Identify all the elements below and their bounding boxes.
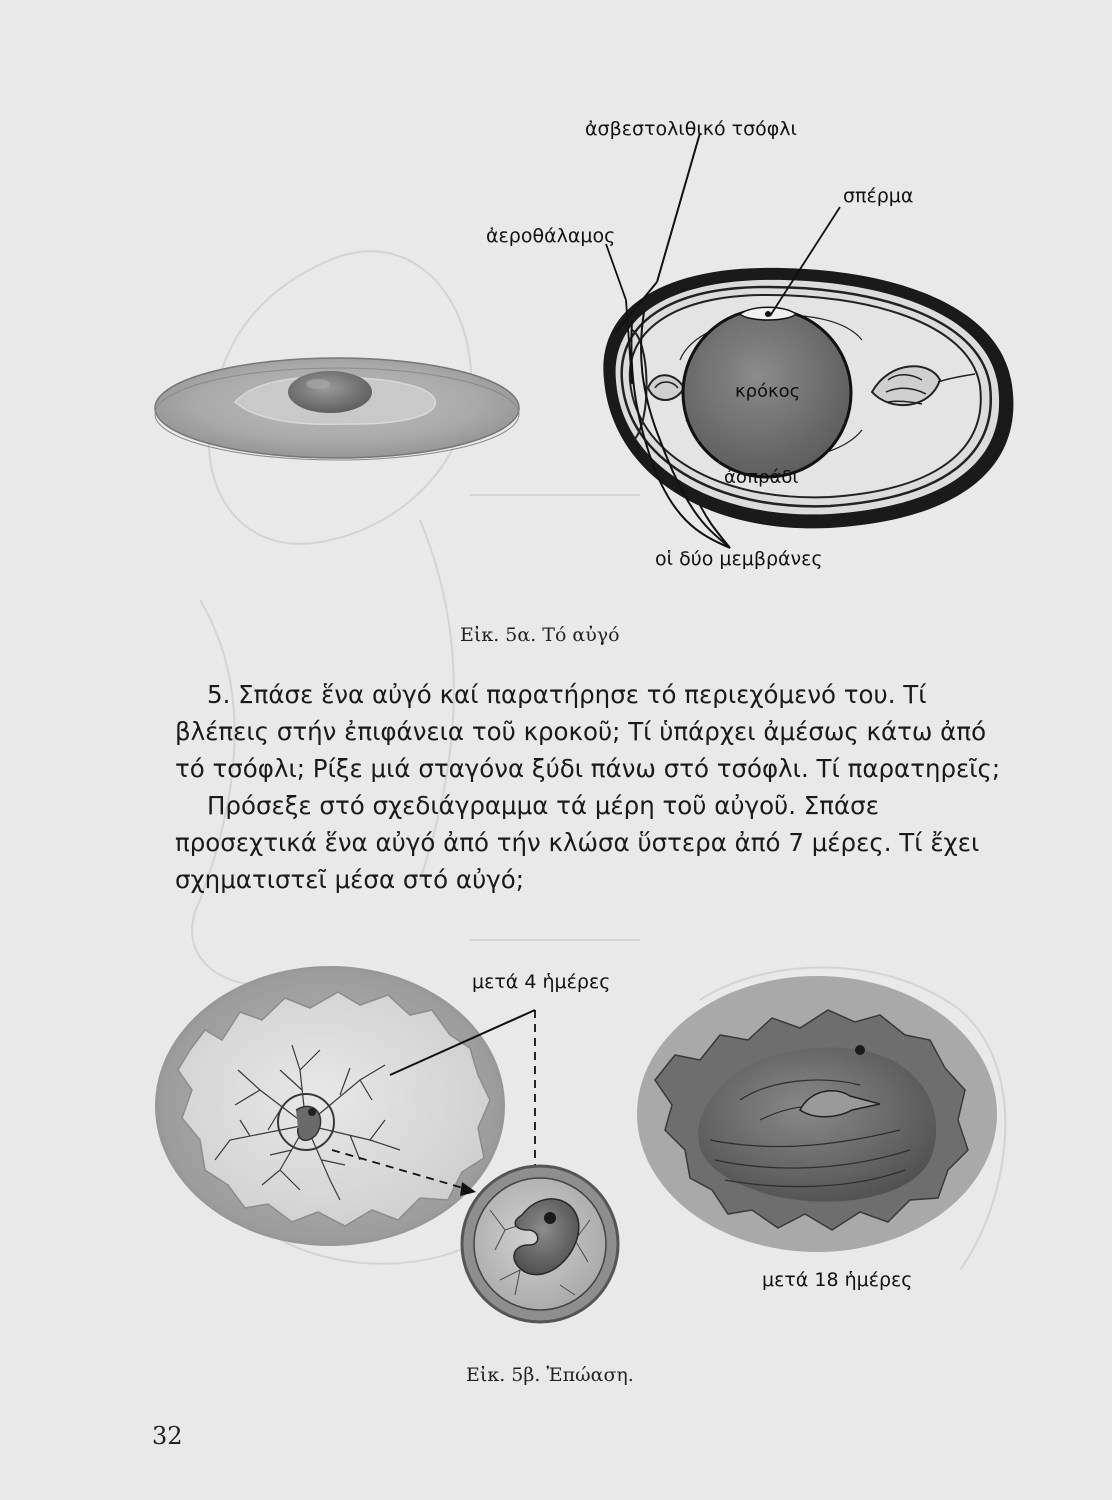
figure-5a-caption: Εἰκ. 5α. Τό αὐγό <box>460 624 620 646</box>
label-after-18-days: μετά 18 ἡμέρες <box>762 1269 913 1291</box>
label-two-membranes: οἱ δύο μεμβράνες <box>655 548 823 570</box>
label-yolk: κρόκος <box>735 381 801 402</box>
embryo-zoom-circle <box>462 1166 618 1322</box>
label-shell: ἀσβεστολιθικό τσόφλι <box>585 118 797 140</box>
label-air-chamber: ἀεροθάλαμος <box>486 225 616 247</box>
label-white: ἀσπράδι <box>724 467 799 488</box>
question-paragraph-1: 5. Σπάσε ἕνα αὐγό καί παρατήρησε τό περιεχόμενό του. Τί βλέπεις στήν ἐπιφάνεια τοῦ κροκοῦ; Τί ὑπάρχει ἀμέσως κάτω ἀπό τό τσόφλι; Ρίξε μιά σταγόνα ξύδι πάνω στό τσόφλι. Τί παρατηρεῖς; <box>175 680 1001 783</box>
label-sperm: σπέρμα <box>843 185 914 207</box>
egg-after-4-days <box>155 966 505 1246</box>
question-paragraph-2: Πρόσεξε στό σχεδιάγραμμα τά μέρη τοῦ αὐγοῦ. Σπάσε προσεχτικά ἕνα αὐγό ἀπό τήν κλώσα ὕστερα ἀπό 7 μέρες. Τί ἔχει σχηματιστεῖ μέσα στό αὐγό; <box>175 791 980 894</box>
egg-after-18-days <box>637 976 997 1252</box>
page-number: 32 <box>152 1422 183 1450</box>
label-after-4-days: μετά 4 ἡμέρες <box>472 971 611 993</box>
figure-5b-caption: Εἰκ. 5β. Ἐπώαση. <box>466 1364 634 1386</box>
